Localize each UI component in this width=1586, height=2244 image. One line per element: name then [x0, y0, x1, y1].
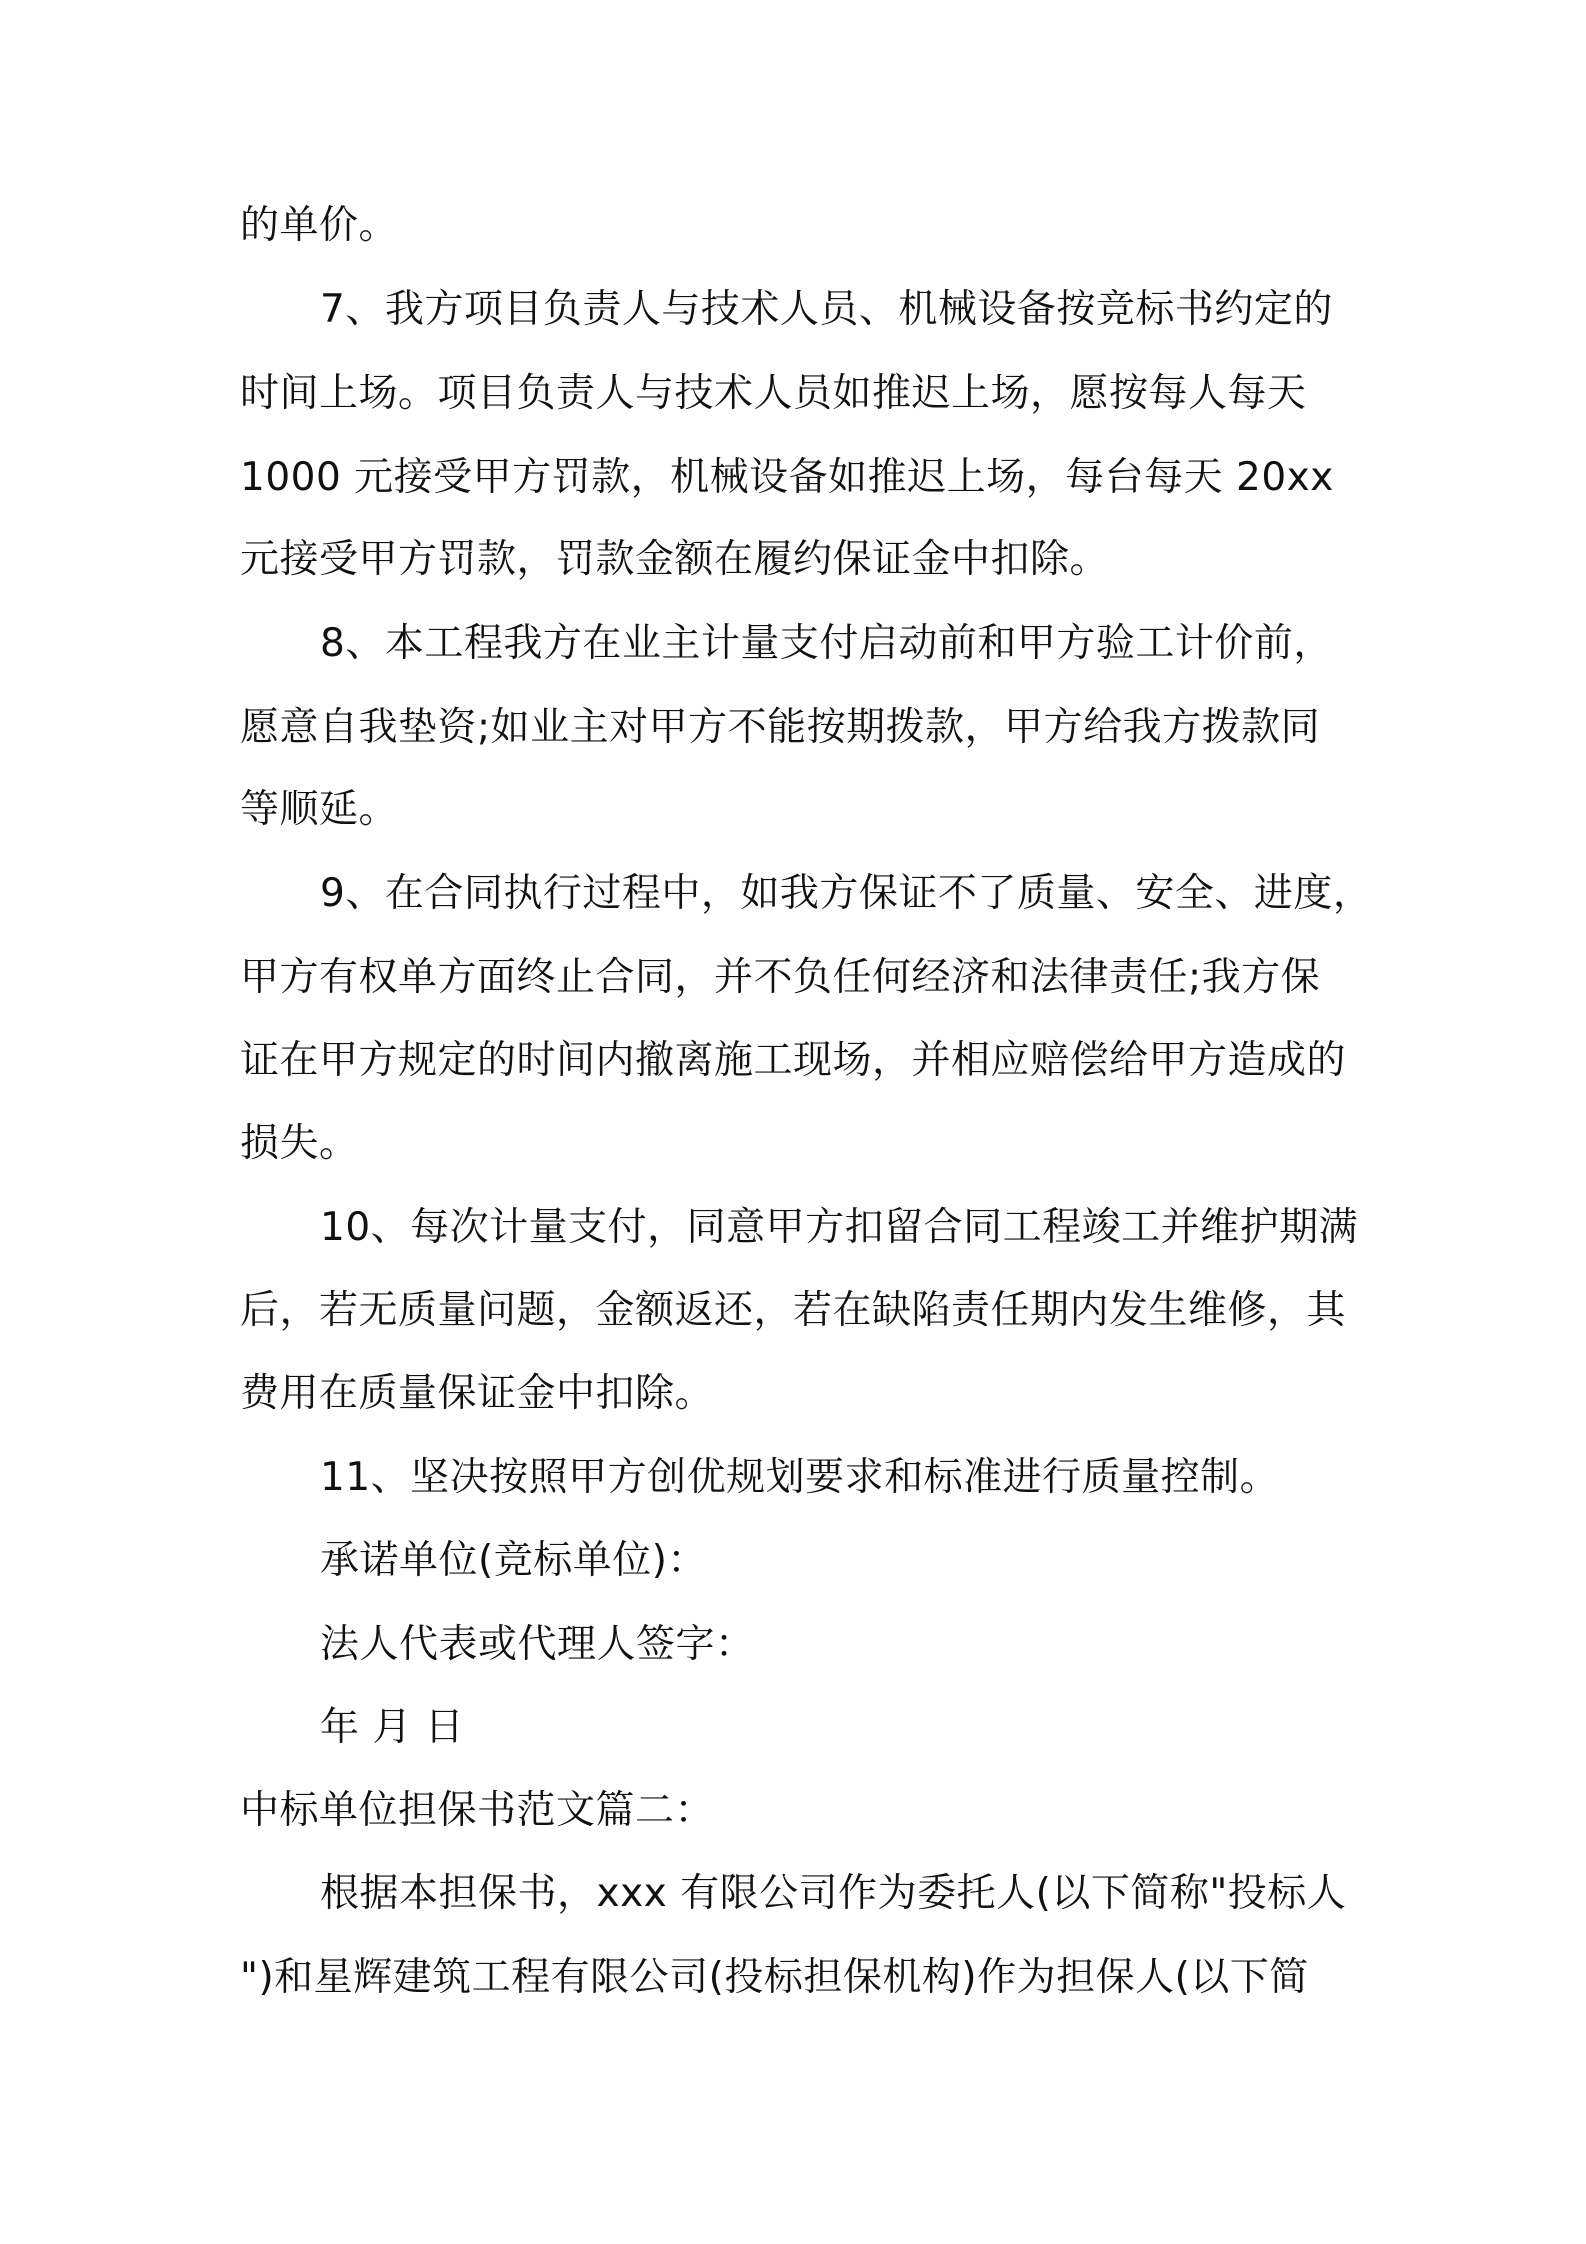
text-line: 愿意自我垫资;如业主对甲方不能按期拨款，甲方给我方拨款同 [240, 705, 1321, 750]
text-line: 等顺延。 [240, 787, 399, 832]
text-line: 证在甲方规定的时间内撤离施工现场，并相应赔偿给甲方造成的 [240, 1038, 1347, 1083]
text-line: 甲方有权单方面终止合同，并不负任何经济和法律责任;我方保 [240, 955, 1321, 1000]
text-line: 后，若无质量问题，金额返还，若在缺陷责任期内发生维修，其 [240, 1288, 1347, 1333]
text-line: 时间上场。项目负责人与技术人员如推迟上场，愿按每人每天 [240, 371, 1307, 416]
text-line: 根据本担保书，xxx 有限公司作为委托人(以下简称"投标人 [320, 1871, 1347, 1916]
text-line: 元接受甲方罚款，罚款金额在履约保证金中扣除。 [240, 537, 1110, 582]
text-line: 损失。 [240, 1121, 359, 1166]
text-line: ")和星辉建筑工程有限公司(投标担保机构)作为担保人(以下简 [240, 1955, 1309, 2000]
text-line: 费用在质量保证金中扣除。 [240, 1371, 715, 1416]
text-line: 7、我方项目负责人与技术人员、机械设备按竞标书约定的 [320, 287, 1333, 332]
text-line: 10、每次计量支付，同意甲方扣留合同工程竣工并维护期满 [320, 1205, 1359, 1250]
section-heading: 中标单位担保书范文篇二： [240, 1788, 715, 1833]
text-line: 8、本工程我方在业主计量支付启动前和甲方验工计价前， [320, 621, 1333, 666]
text-line: 法人代表或代理人签字： [320, 1622, 755, 1667]
text-line: 年 月 日 [320, 1705, 465, 1750]
text-line: 1000 元接受甲方罚款，机械设备如推迟上场，每台每天 20xx [240, 455, 1334, 500]
text-line: 的单价。 [240, 203, 399, 248]
text-line: 承诺单位(竞标单位)： [320, 1538, 707, 1583]
text-line: 11、坚决按照甲方创优规划要求和标准进行质量控制。 [320, 1455, 1280, 1500]
text-line: 9、在合同执行过程中，如我方保证不了质量、安全、进度， [320, 871, 1373, 916]
